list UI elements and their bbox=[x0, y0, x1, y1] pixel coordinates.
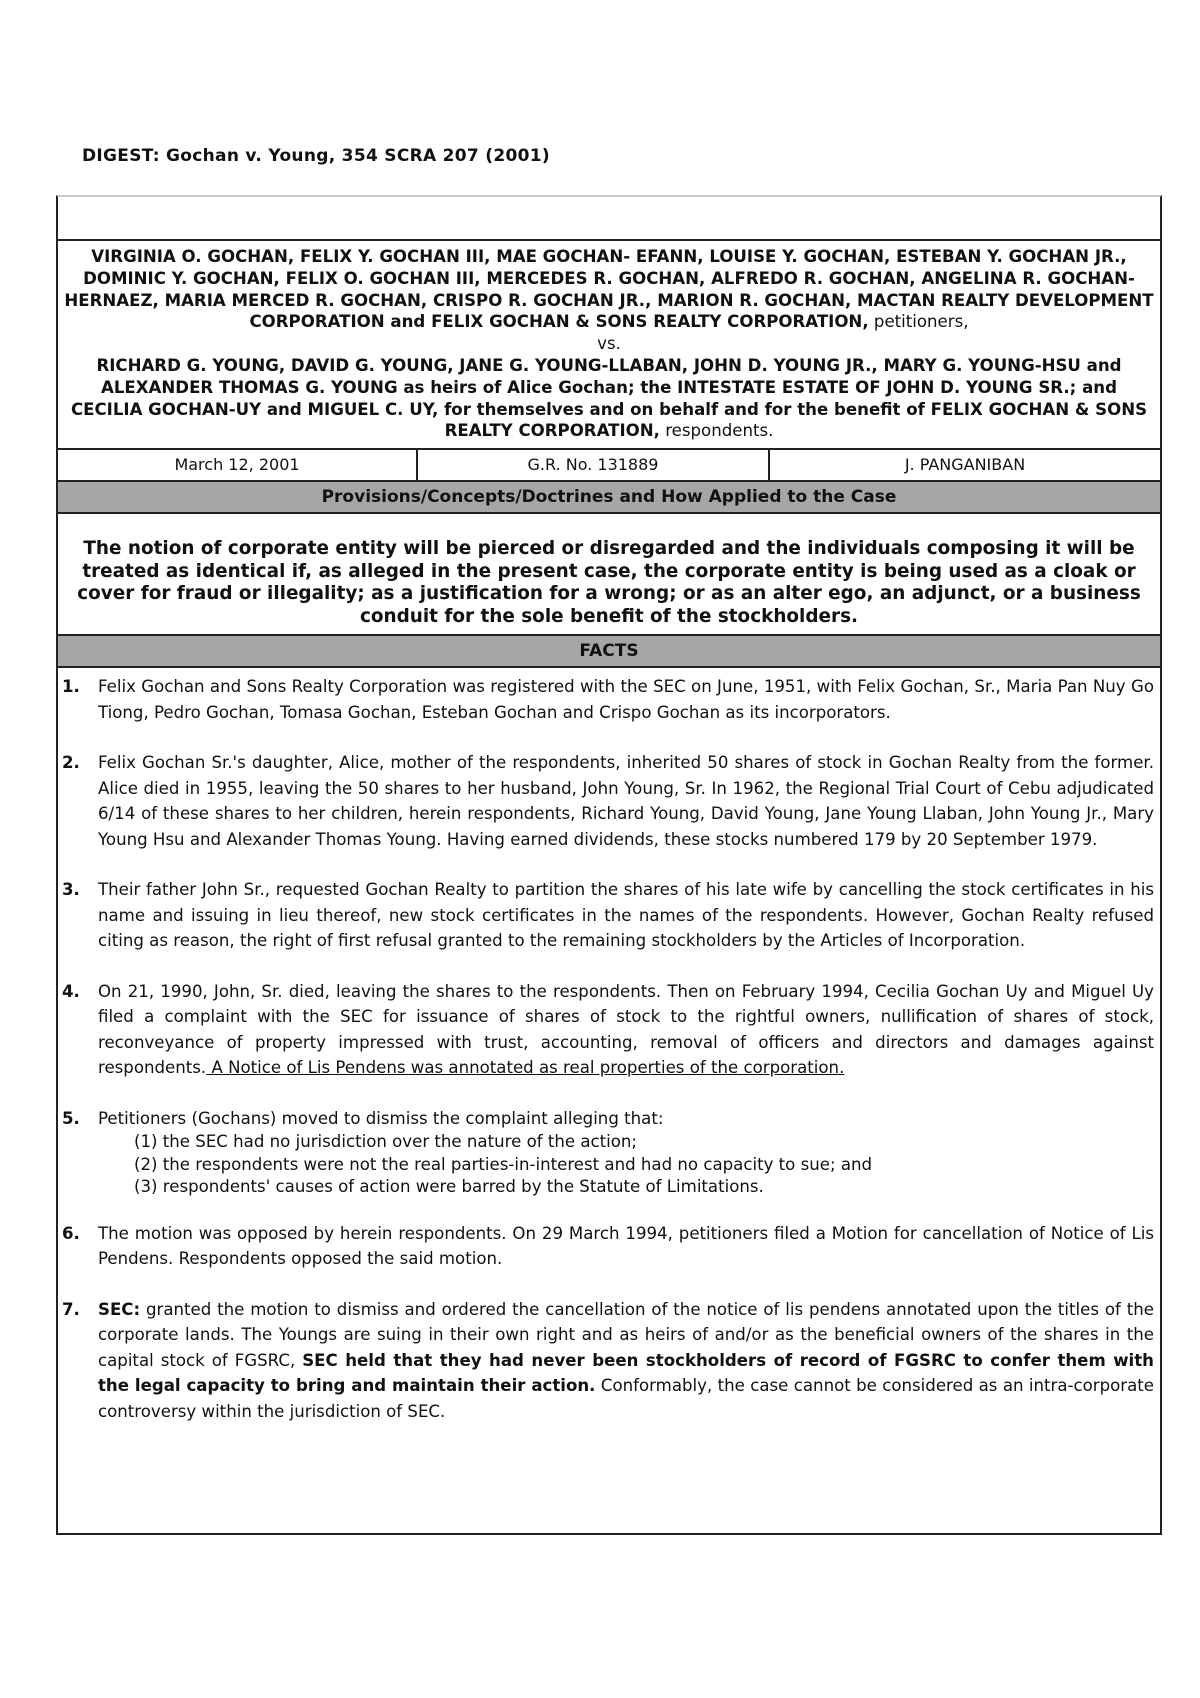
fact-text bbox=[98, 1297, 1154, 1425]
respondents-names: RICHARD G. YOUNG, DAVID G. YOUNG, JANE G. YOUNG-LLABAN, JOHN D. YOUNG JR., MARY G. YOUNG-HSU and ALEXANDER THOMAS G. YOUNG as heirs of Alice Gochan; the INTESTATE ESTATE OF JOHN D. YOUNG SR.; and CECILIA GOCHAN-UY and MIGUEL C. UY, for themselves and on behalf and for the benefit of FELIX GOCHAN & SONS REALTY CORPORATION, bbox=[70, 355, 1148, 441]
provisions-header: Provisions/Concepts/Doctrines and How Applied to the Case bbox=[58, 482, 1160, 514]
fact-item bbox=[58, 1297, 1154, 1425]
fact-text bbox=[98, 1106, 1154, 1199]
case-meta-row bbox=[58, 450, 1160, 482]
fact-item bbox=[58, 877, 1154, 954]
sec-holding: SEC held that they had never been stockholders of record of FGSRC to confer them with the legal capacity to bring and maintain their action. bbox=[98, 1350, 1154, 1396]
facts-list bbox=[58, 668, 1160, 1424]
sec-lead: SEC: bbox=[98, 1299, 141, 1319]
petitioners-label: petitioners, bbox=[868, 312, 969, 332]
fact-number: 1. bbox=[62, 677, 80, 697]
fact-text-b: Conformably, the case cannot be considered as an intra-corporate controversy within the jurisdiction of SEC. bbox=[98, 1376, 1154, 1421]
fact-number: 6. bbox=[62, 1223, 80, 1243]
versus-label: vs. bbox=[597, 334, 621, 354]
fact-item bbox=[58, 1106, 1154, 1199]
fact-item bbox=[58, 1221, 1154, 1272]
fact-text: The motion was opposed by herein respondents. On 29 March 1994, petitioners filed a Motion for cancellation of Notice of Lis Pendens. Respondents opposed the said motion. bbox=[98, 1223, 1154, 1269]
fact-number: 4. bbox=[62, 981, 80, 1001]
fact-number: 3. bbox=[62, 880, 80, 900]
fact-number: 2. bbox=[62, 753, 80, 773]
fact-subitem: (1) the SEC had no jurisdiction over the nature of the action; bbox=[134, 1132, 638, 1152]
lis-pendens-note: A Notice of Lis Pendens was annotated as real properties of the corporation. bbox=[206, 1058, 845, 1078]
fact-subitem: (3) respondents' causes of action were barred by the Statute of Limitations. bbox=[134, 1177, 764, 1197]
respondents-label: respondents. bbox=[659, 421, 774, 441]
doctrine-text: The notion of corporate entity will be pierced or disregarded and the individuals composing it will be treated as identical if, as alleged in the present case, the corporate entity is being used as a cloak or cover for fraud or illegality; as a justification for a wrong; or as an alter ego, an adjunct, or a business conduit for the sole benefit of the stockholders. bbox=[58, 514, 1160, 636]
fact-subitem: (2) the respondents were not the real parties-in-interest and had no capacity to sue; and bbox=[134, 1154, 873, 1174]
digest-table bbox=[56, 195, 1162, 1535]
fact-number: 7. bbox=[62, 1299, 80, 1319]
digest-title: DIGEST: Gochan v. Young, 354 SCRA 207 (2001) bbox=[82, 146, 550, 166]
fact-text bbox=[98, 979, 1154, 1081]
petitioners-names: VIRGINIA O. GOCHAN, FELIX Y. GOCHAN III, MAE GOCHAN- EFANN, LOUISE Y. GOCHAN, ESTEBAN Y. GOCHAN JR., DOMINIC Y. GOCHAN, FELIX O. GOCHAN III, MERCEDES R. GOCHAN, ALFREDO R. GOCHAN, ANGELINA R. GOCHAN- HERNAEZ, MARIA MERCED R. GOCHAN, CRISPO R. GOCHAN JR., MARION R. GOCHAN, MACTAN REALTY DEVELOPMENT CORPORATION and FELIX GOCHAN & SONS REALTY CORPORATION, bbox=[64, 247, 1154, 332]
fact-item bbox=[58, 979, 1154, 1081]
fact-text-a: granted the motion to dismiss and ordered the cancellation of the notice of lis pendens annotated upon the titles of the corporate lands. The Youngs are suing in their own right and as heirs of and/or as the beneficial owners of the shares in the capital stock of FGSRC, bbox=[98, 1299, 1154, 1370]
fact-text-main: On 21, 1990, John, Sr. died, leaving the shares to the respondents. Then on February 1994, Cecilia Gochan Uy and Miguel Uy filed a complaint with the SEC for issuance of shares of stock to the rightful owners, nullification of shares of stock, reconveyance of property impressed with trust, accounting, removal of officers and directors and damages against respondents. bbox=[98, 981, 1154, 1078]
case-parties bbox=[58, 241, 1160, 450]
case-ponente: J. PANGANIBAN bbox=[904, 455, 1026, 475]
fact-item bbox=[58, 674, 1154, 725]
fact-text: Felix Gochan Sr.'s daughter, Alice, mother of the respondents, inherited 50 shares of stock in Gochan Realty from the former. Alice died in 1955, leaving the 50 shares to her husband, John Young, Sr. In 1962, the Regional Trial Court of Cebu adjudicated 6/14 of these shares to her children, herein respondents, Richard Young, David Young, Jane Young Llaban, John Young Jr., Mary Young Hsu and Alexander Thomas Young. Having earned dividends, these stocks numbered 179 by 20 September 1979. bbox=[98, 753, 1154, 849]
fact-number: 5. bbox=[62, 1108, 80, 1128]
case-gr-number: G.R. No. 131889 bbox=[418, 450, 770, 480]
facts-header: FACTS bbox=[58, 636, 1160, 668]
fact-item bbox=[58, 750, 1154, 852]
fact-intro: Petitioners (Gochans) moved to dismiss the complaint alleging that: bbox=[98, 1108, 664, 1128]
case-date: March 12, 2001 bbox=[58, 450, 418, 480]
fact-text: Their father John Sr., requested Gochan Realty to partition the shares of his late wife by cancelling the stock certificates in his name and issuing in lieu thereof, new stock certificates in the names of the respondents. However, Gochan Realty refused citing as reason, the right of first refusal granted to the remaining stockholders by the Articles of Incorporation. bbox=[98, 880, 1154, 951]
fact-text: Felix Gochan and Sons Realty Corporation was registered with the SEC on June, 1951, with Felix Gochan, Sr., Maria Pan Nuy Go Tiong, Pedro Gochan, Tomasa Gochan, Esteban Gochan and Crispo Gochan as its incorporators. bbox=[98, 677, 1154, 722]
blank-header-row bbox=[58, 197, 1160, 241]
